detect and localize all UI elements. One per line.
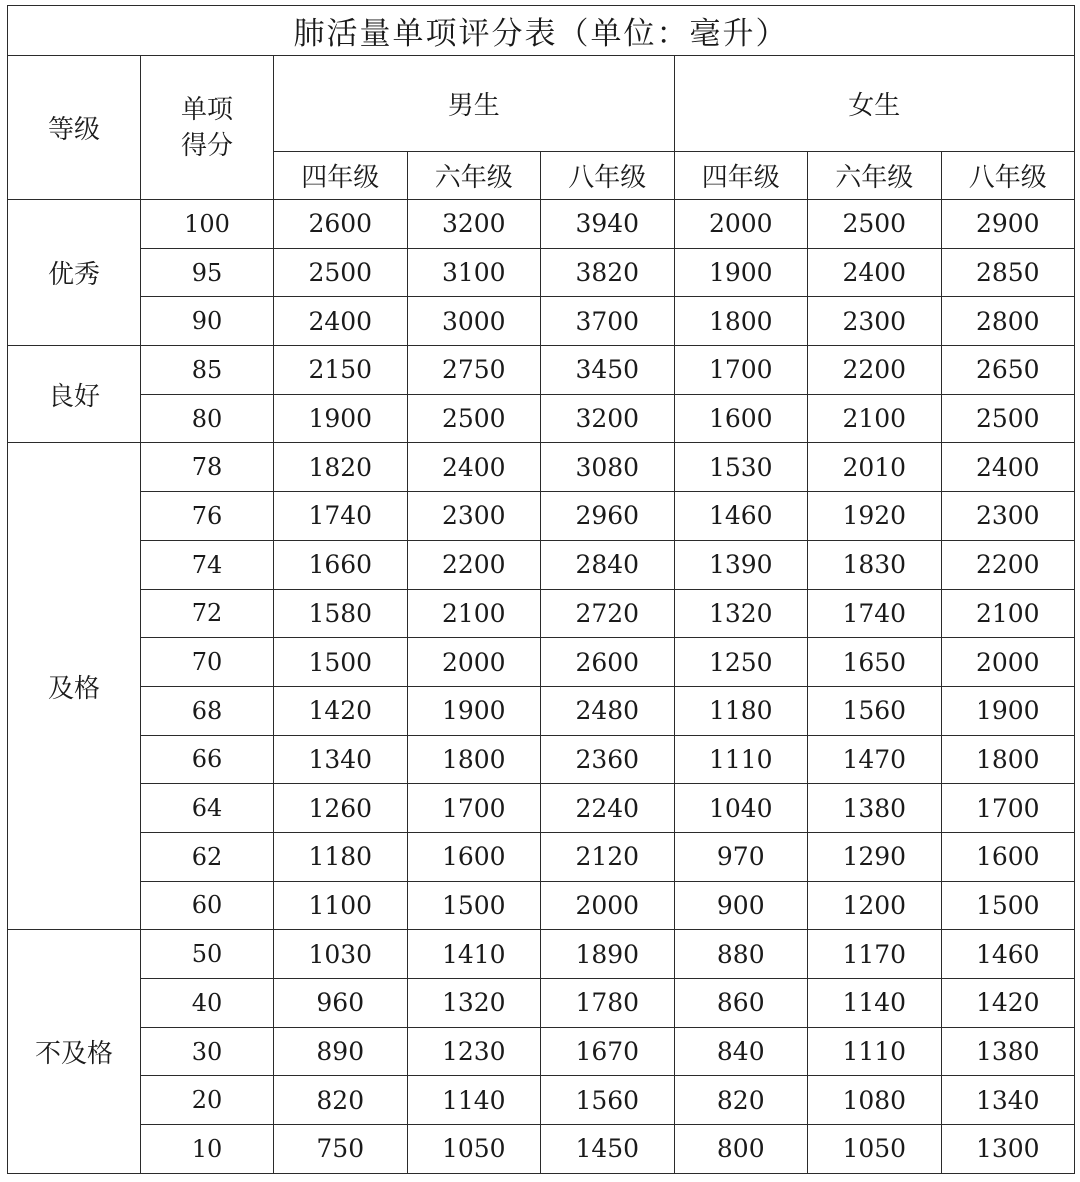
value-cell: 3200 <box>541 394 675 443</box>
value-cell: 3200 <box>407 200 541 249</box>
value-cell: 2010 <box>808 443 942 492</box>
value-cell: 1600 <box>407 832 541 881</box>
value-cell: 1560 <box>541 1076 675 1125</box>
value-cell: 1050 <box>808 1125 942 1174</box>
value-cell: 3100 <box>407 248 541 297</box>
value-cell: 2840 <box>541 540 675 589</box>
value-cell: 1140 <box>808 979 942 1028</box>
male-header: 男生 <box>274 56 675 152</box>
level-header: 等级 <box>8 56 141 200</box>
value-cell: 1500 <box>941 881 1075 930</box>
value-cell: 1600 <box>674 394 808 443</box>
vital-capacity-score-table <box>7 5 1075 1174</box>
grade-header-female-8: 八年级 <box>941 152 1075 200</box>
value-cell: 2960 <box>541 492 675 541</box>
value-cell: 1500 <box>407 881 541 930</box>
value-cell: 1900 <box>407 686 541 735</box>
value-cell: 2000 <box>674 200 808 249</box>
value-cell: 1420 <box>941 979 1075 1028</box>
table-row <box>8 443 1075 492</box>
grade-header-male-4: 四年级 <box>274 152 408 200</box>
score-cell: 60 <box>141 881 274 930</box>
value-cell: 3080 <box>541 443 675 492</box>
score-cell: 72 <box>141 589 274 638</box>
table-row <box>8 540 1075 589</box>
table-row <box>8 1027 1075 1076</box>
value-cell: 1700 <box>674 346 808 395</box>
value-cell: 1900 <box>941 686 1075 735</box>
value-cell: 2150 <box>274 346 408 395</box>
table-row <box>8 346 1075 395</box>
value-cell: 2360 <box>541 735 675 784</box>
table-row <box>8 832 1075 881</box>
value-cell: 2400 <box>407 443 541 492</box>
value-cell: 2200 <box>407 540 541 589</box>
value-cell: 1110 <box>808 1027 942 1076</box>
value-cell: 2720 <box>541 589 675 638</box>
value-cell: 1260 <box>274 784 408 833</box>
value-cell: 2300 <box>941 492 1075 541</box>
value-cell: 1380 <box>941 1027 1075 1076</box>
value-cell: 2480 <box>541 686 675 735</box>
value-cell: 1290 <box>808 832 942 881</box>
value-cell: 880 <box>674 930 808 979</box>
value-cell: 2400 <box>808 248 942 297</box>
value-cell: 1740 <box>274 492 408 541</box>
value-cell: 860 <box>674 979 808 1028</box>
value-cell: 1800 <box>407 735 541 784</box>
value-cell: 2400 <box>274 297 408 346</box>
value-cell: 2200 <box>941 540 1075 589</box>
value-cell: 1450 <box>541 1125 675 1174</box>
value-cell: 1420 <box>274 686 408 735</box>
value-cell: 2600 <box>541 638 675 687</box>
value-cell: 1100 <box>274 881 408 930</box>
score-cell: 64 <box>141 784 274 833</box>
score-cell: 10 <box>141 1125 274 1174</box>
value-cell: 1460 <box>674 492 808 541</box>
table-row <box>8 200 1075 249</box>
value-cell: 2500 <box>274 248 408 297</box>
score-cell: 66 <box>141 735 274 784</box>
value-cell: 1890 <box>541 930 675 979</box>
value-cell: 1340 <box>941 1076 1075 1125</box>
table-row <box>8 297 1075 346</box>
value-cell: 1650 <box>808 638 942 687</box>
value-cell: 2400 <box>941 443 1075 492</box>
score-cell: 76 <box>141 492 274 541</box>
value-cell: 2300 <box>808 297 942 346</box>
score-cell: 62 <box>141 832 274 881</box>
value-cell: 1900 <box>674 248 808 297</box>
value-cell: 1600 <box>941 832 1075 881</box>
value-cell: 1390 <box>674 540 808 589</box>
value-cell: 2500 <box>407 394 541 443</box>
table-body <box>8 200 1075 1174</box>
value-cell: 2100 <box>941 589 1075 638</box>
table-row <box>8 394 1075 443</box>
value-cell: 1030 <box>274 930 408 979</box>
value-cell: 1700 <box>407 784 541 833</box>
table-row <box>8 589 1075 638</box>
value-cell: 820 <box>674 1076 808 1125</box>
value-cell: 1530 <box>674 443 808 492</box>
value-cell: 1320 <box>674 589 808 638</box>
value-cell: 1170 <box>808 930 942 979</box>
value-cell: 2000 <box>541 881 675 930</box>
score-cell: 85 <box>141 346 274 395</box>
value-cell: 3700 <box>541 297 675 346</box>
value-cell: 3000 <box>407 297 541 346</box>
table-row <box>8 492 1075 541</box>
value-cell: 1660 <box>274 540 408 589</box>
value-cell: 1050 <box>407 1125 541 1174</box>
value-cell: 1800 <box>941 735 1075 784</box>
score-cell: 30 <box>141 1027 274 1076</box>
grade-header-female-6: 六年级 <box>808 152 942 200</box>
value-cell: 1920 <box>808 492 942 541</box>
score-cell: 95 <box>141 248 274 297</box>
table-row <box>8 784 1075 833</box>
score-cell: 90 <box>141 297 274 346</box>
value-cell: 1180 <box>674 686 808 735</box>
value-cell: 890 <box>274 1027 408 1076</box>
value-cell: 1820 <box>274 443 408 492</box>
value-cell: 1250 <box>674 638 808 687</box>
table-row <box>8 930 1075 979</box>
value-cell: 900 <box>674 881 808 930</box>
table-row <box>8 248 1075 297</box>
value-cell: 2200 <box>808 346 942 395</box>
value-cell: 2600 <box>274 200 408 249</box>
score-header-line2: 得分 <box>180 130 233 161</box>
value-cell: 1200 <box>808 881 942 930</box>
table-row <box>8 1125 1075 1174</box>
score-cell: 50 <box>141 930 274 979</box>
table-row <box>8 881 1075 930</box>
score-header-line1: 单项 <box>180 94 233 125</box>
value-cell: 2300 <box>407 492 541 541</box>
level-cell: 优秀 <box>8 200 141 346</box>
grade-header-female-4: 四年级 <box>674 152 808 200</box>
value-cell: 1500 <box>274 638 408 687</box>
value-cell: 1080 <box>808 1076 942 1125</box>
value-cell: 1340 <box>274 735 408 784</box>
value-cell: 1460 <box>941 930 1075 979</box>
table-row <box>8 638 1075 687</box>
value-cell: 2850 <box>941 248 1075 297</box>
score-cell: 70 <box>141 638 274 687</box>
table-row <box>8 1076 1075 1125</box>
value-cell: 1300 <box>941 1125 1075 1174</box>
value-cell: 1780 <box>541 979 675 1028</box>
score-cell: 20 <box>141 1076 274 1125</box>
value-cell: 970 <box>674 832 808 881</box>
value-cell: 1830 <box>808 540 942 589</box>
table-row <box>8 686 1075 735</box>
value-cell: 1140 <box>407 1076 541 1125</box>
table-title: 肺活量单项评分表（单位：毫升） <box>8 6 1075 56</box>
value-cell: 1040 <box>674 784 808 833</box>
grade-header-male-6: 六年级 <box>407 152 541 200</box>
value-cell: 3940 <box>541 200 675 249</box>
value-cell: 1320 <box>407 979 541 1028</box>
value-cell: 2750 <box>407 346 541 395</box>
score-cell: 80 <box>141 394 274 443</box>
score-cell: 78 <box>141 443 274 492</box>
table-row <box>8 979 1075 1028</box>
value-cell: 960 <box>274 979 408 1028</box>
value-cell: 2500 <box>941 394 1075 443</box>
value-cell: 1110 <box>674 735 808 784</box>
value-cell: 1180 <box>274 832 408 881</box>
value-cell: 2800 <box>941 297 1075 346</box>
level-cell: 及格 <box>8 443 141 930</box>
value-cell: 1230 <box>407 1027 541 1076</box>
value-cell: 800 <box>674 1125 808 1174</box>
table-header <box>8 6 1075 200</box>
score-cell: 68 <box>141 686 274 735</box>
value-cell: 750 <box>274 1125 408 1174</box>
level-cell: 不及格 <box>8 930 141 1173</box>
score-cell: 100 <box>141 200 274 249</box>
value-cell: 1900 <box>274 394 408 443</box>
score-header <box>141 56 274 200</box>
value-cell: 1800 <box>674 297 808 346</box>
value-cell: 820 <box>274 1076 408 1125</box>
value-cell: 1580 <box>274 589 408 638</box>
value-cell: 2000 <box>407 638 541 687</box>
value-cell: 3820 <box>541 248 675 297</box>
value-cell: 1410 <box>407 930 541 979</box>
value-cell: 2500 <box>808 200 942 249</box>
value-cell: 2120 <box>541 832 675 881</box>
value-cell: 1670 <box>541 1027 675 1076</box>
score-cell: 74 <box>141 540 274 589</box>
value-cell: 2240 <box>541 784 675 833</box>
value-cell: 1700 <box>941 784 1075 833</box>
value-cell: 1380 <box>808 784 942 833</box>
grade-header-male-8: 八年级 <box>541 152 675 200</box>
value-cell: 3450 <box>541 346 675 395</box>
value-cell: 2000 <box>941 638 1075 687</box>
value-cell: 1560 <box>808 686 942 735</box>
value-cell: 1740 <box>808 589 942 638</box>
value-cell: 2100 <box>407 589 541 638</box>
table-row <box>8 735 1075 784</box>
value-cell: 2900 <box>941 200 1075 249</box>
value-cell: 840 <box>674 1027 808 1076</box>
female-header: 女生 <box>674 56 1075 152</box>
value-cell: 1470 <box>808 735 942 784</box>
score-cell: 40 <box>141 979 274 1028</box>
value-cell: 2650 <box>941 346 1075 395</box>
value-cell: 2100 <box>808 394 942 443</box>
level-cell: 良好 <box>8 346 141 443</box>
